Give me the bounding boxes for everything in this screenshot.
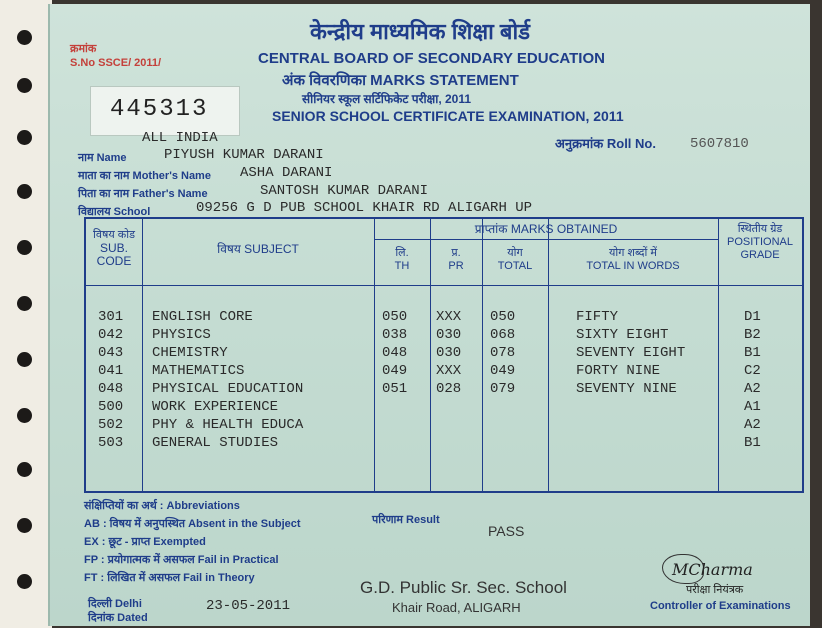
date-label: दिनांक Dated [88,612,148,624]
cell-code: 503 [98,435,124,451]
col-grade-header: स्थितीय ग्रेड POSITIONAL GRADE [726,223,794,261]
roll-label: अनुक्रमांक Roll No. [555,136,656,151]
abbr-ab: AB : विषय में अनुपस्थित Absent in the Subject [84,518,301,530]
serial-number: 445313 [110,96,209,123]
cell-th: 048 [382,345,408,361]
col-subject-header: विषय SUBJECT [217,242,299,256]
cell-subject: PHYSICS [152,327,211,343]
cell-th: 051 [382,381,408,397]
controller-signature: MCharma [672,560,753,579]
issue-date: 23-05-2011 [206,598,291,614]
cell-code: 042 [98,327,124,343]
cell-grade: A1 [744,399,761,415]
cell-pr: XXX [436,309,462,325]
school-stamp: G.D. Public Sr. Sec. School [360,578,567,597]
name-label: नाम Name [78,152,127,164]
cell-grade: A2 [744,381,761,397]
cell-grade: B1 [744,345,761,361]
cell-total: 079 [490,381,516,397]
roll-number: 5607810 [690,136,749,152]
col-pr-header: प्र. PR [448,247,464,272]
cell-code: 041 [98,363,124,379]
punch-hole [17,78,32,93]
cell-grade: B2 [744,327,761,343]
candidate-name: PIYUSH KUMAR DARANI [164,147,324,163]
school-label: विद्यालय School [78,206,151,218]
binder-strip [0,0,52,628]
cell-total: 049 [490,363,516,379]
cell-words: FORTY NINE [576,363,661,379]
abbr-ft: FT : लिखित में असफल Fail in Theory [84,572,255,584]
controller-title-hindi: परीक्षा नियंत्रक [686,584,744,596]
cell-subject: ENGLISH CORE [152,309,253,325]
region: ALL INDIA [142,130,218,146]
cell-pr: 030 [436,345,462,361]
cell-subject: PHYSICAL EDUCATION [152,381,304,397]
marks-statement-sheet [48,4,810,626]
punch-hole [17,518,32,533]
board-title-hindi: केन्द्रीय माध्यमिक शिक्षा बोर्ड [310,19,530,44]
cell-total: 068 [490,327,516,343]
exam-title-hindi: सीनियर स्कूल सर्टिफिकेट परीक्षा, 2011 [302,92,472,106]
place-label: दिल्ली Delhi [88,598,142,610]
punch-hole [17,296,32,311]
cell-pr: 030 [436,327,462,343]
punch-hole [17,130,32,145]
result-label: परिणाम Result [372,514,440,526]
cell-grade: B1 [744,435,761,451]
school-name: 09256 G D PUB SCHOOL KHAIR RD ALIGARH UP [196,200,533,216]
col-words-header: योग शब्दों में TOTAL IN WORDS [586,247,680,272]
abbr-fp: FP : प्रयोगात्मक में असफल Fail in Practical [84,554,279,566]
cell-words: SEVENTY NINE [576,381,677,397]
cell-total: 078 [490,345,516,361]
col-code-header: विषय कोड SUB. CODE [93,229,135,268]
cell-words: FIFTY [576,309,619,325]
cell-subject: WORK EXPERIENCE [152,399,279,415]
result-value: PASS [488,523,525,539]
cell-words: SEVENTY EIGHT [576,345,686,361]
cell-pr: 028 [436,381,462,397]
cell-grade: A2 [744,417,761,433]
abbreviations-title: संक्षिप्तियों का अर्थ : Abbreviations [84,500,240,512]
punch-hole [17,352,32,367]
father-label: पिता का नाम Father's Name [78,188,208,200]
punch-hole [17,408,32,423]
controller-title: Controller of Examinations [650,600,791,612]
col-th-header: लि. TH [394,247,410,272]
cell-code: 301 [98,309,124,325]
cell-subject: CHEMISTRY [152,345,228,361]
cell-grade: D1 [744,309,761,325]
cell-th: 049 [382,363,408,379]
punch-hole [17,574,32,589]
cell-th: 038 [382,327,408,343]
cell-words: SIXTY EIGHT [576,327,669,343]
punch-hole [17,462,32,477]
cell-subject: GENERAL STUDIES [152,435,279,451]
cell-subject: PHY & HEALTH EDUCA [152,417,304,433]
cell-total: 050 [490,309,516,325]
cell-code: 502 [98,417,124,433]
punch-hole [17,30,32,45]
mother-label: माता का नाम Mother's Name [78,170,211,182]
cell-grade: C2 [744,363,761,379]
serial-label: क्रमांक S.No SSCE/ 2011/ [70,43,162,69]
school-address: Khair Road, ALIGARH [392,600,521,615]
marks-obtained-header: प्राप्तांक MARKS OBTAINED [474,222,618,236]
cell-code: 500 [98,399,124,415]
board-title: CENTRAL BOARD OF SECONDARY EDUCATION [258,50,605,67]
mother-name: ASHA DARANI [240,165,333,181]
abbr-ex: EX : छूट - प्राप्त Exempted [84,536,206,548]
marks-table [84,217,804,493]
exam-title: SENIOR SCHOOL CERTIFICATE EXAMINATION, 2011 [272,108,624,124]
statement-title: अंक विवरणिका MARKS STATEMENT [282,72,519,89]
punch-hole [17,240,32,255]
cell-code: 043 [98,345,124,361]
cell-pr: XXX [436,363,462,379]
father-name: SANTOSH KUMAR DARANI [260,183,429,199]
cell-subject: MATHEMATICS [152,363,245,379]
punch-hole [17,184,32,199]
cell-th: 050 [382,309,408,325]
col-total-header: योग TOTAL [497,247,533,272]
cell-code: 048 [98,381,124,397]
